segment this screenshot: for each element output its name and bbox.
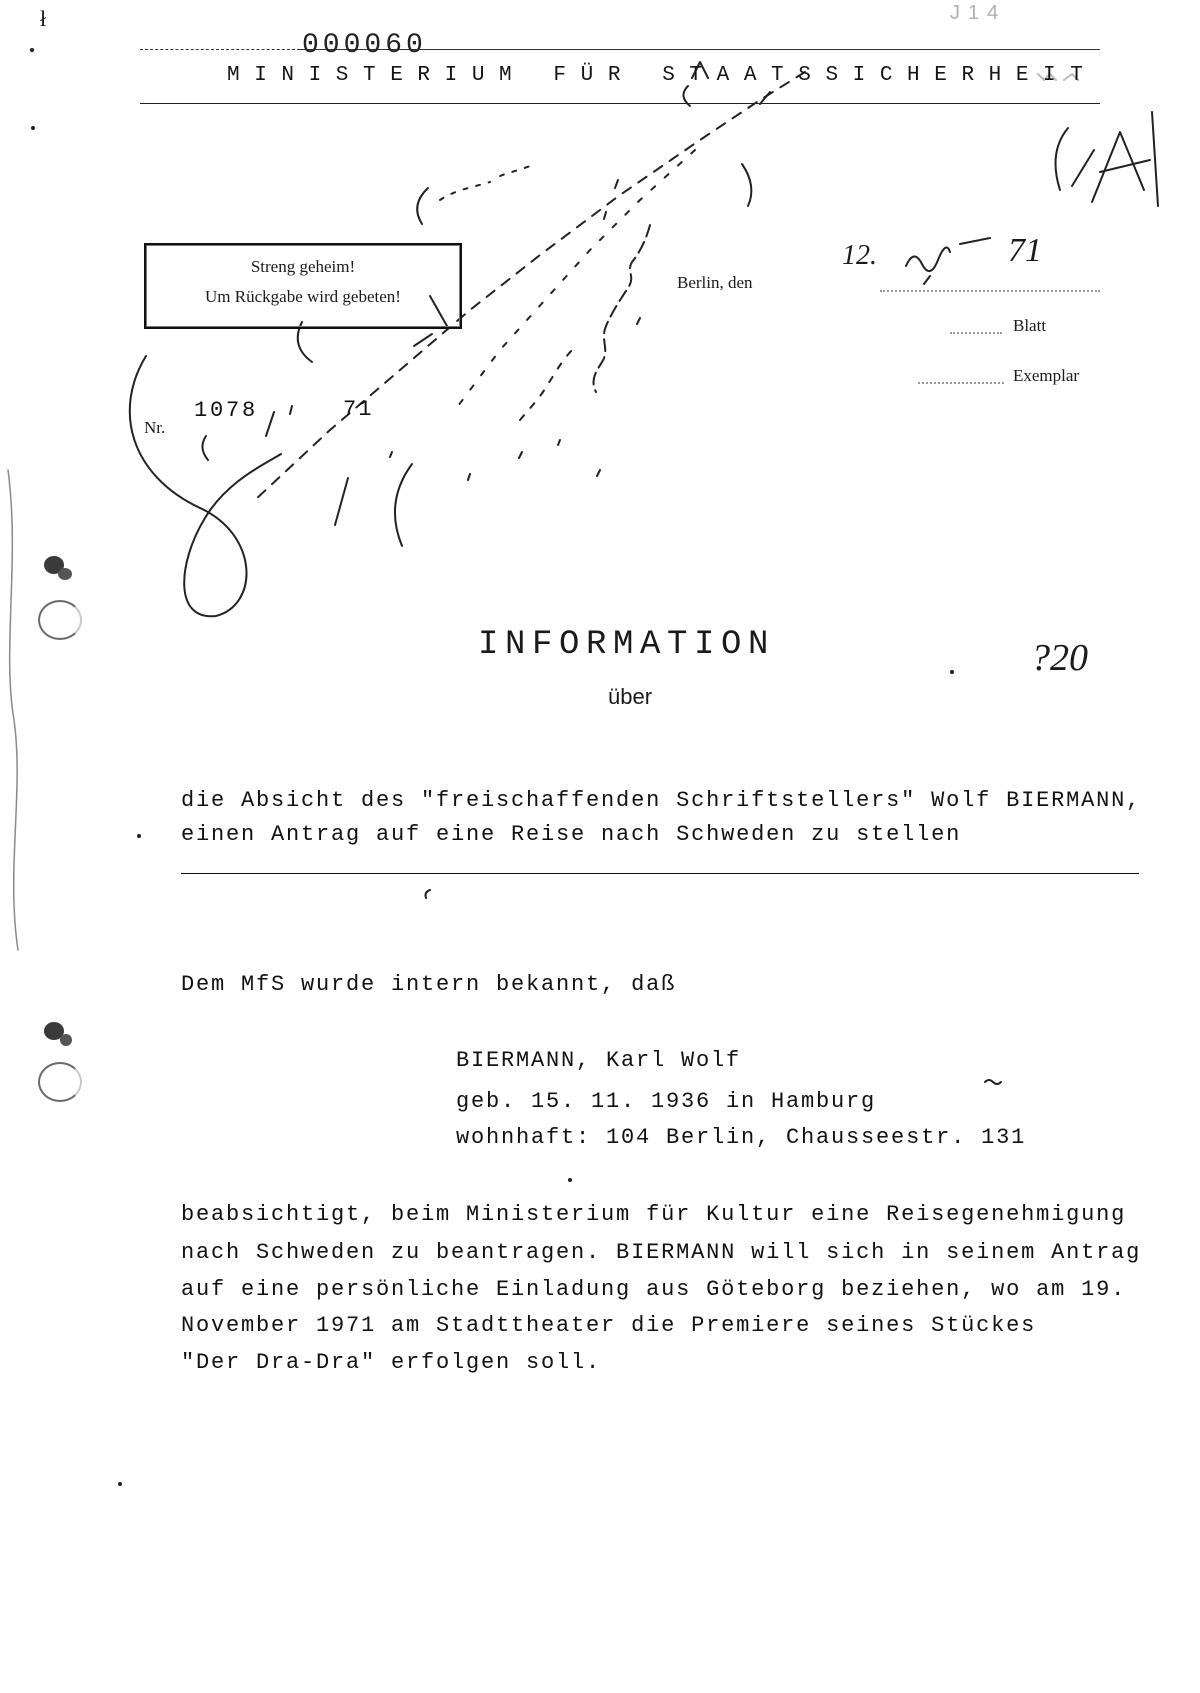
person-name: BIERMANN, Karl Wolf [456, 1048, 742, 1073]
open-bracket-mark-2 [395, 464, 412, 546]
number-label: Nr. [144, 418, 166, 437]
subject-line: einen Antrag auf eine Reise nach Schweden zu stellen [181, 822, 962, 847]
page-edge-line [8, 470, 18, 950]
date-month-squiggle [906, 238, 990, 284]
body-line: auf eine persönliche Einladung aus Göteborg beziehen, wo am 19. [181, 1277, 1127, 1302]
person-address: wohnhaft: 104 Berlin, Chausseestr. 131 [456, 1125, 1027, 1150]
punch-hole [38, 1062, 82, 1102]
initials-mark [1056, 112, 1159, 206]
punch-hole-smudge [58, 568, 72, 580]
subject-line: die Absicht des "freischaffenden Schriftstellers" Wolf BIERMANN, [181, 788, 1142, 813]
slash-mark [335, 478, 348, 525]
handwritten-date-year: 71 [1008, 232, 1042, 269]
page-subtitle: über [608, 684, 653, 709]
handwritten-scrawl-3 [440, 166, 530, 200]
loop-mark [130, 356, 281, 616]
body-line: nach Schweden zu beantragen. BIERMANN will sich in seinem Antrag [181, 1240, 1142, 1265]
diagonal-strike-mark-2 [455, 150, 695, 410]
stray-dot [118, 1482, 122, 1486]
body-line: "Der Dra-Dra" erfolgen soll. [181, 1350, 602, 1375]
handwritten-scrawl-2 [520, 348, 574, 420]
tick-marks [390, 180, 640, 480]
stray-dot [30, 48, 34, 52]
header-top-rule-dashed [140, 49, 300, 50]
punch-hole-smudge [60, 1034, 72, 1046]
open-bracket-mark [417, 188, 428, 224]
document-number: 1078 [194, 398, 259, 423]
sheet-leader [950, 332, 1002, 334]
stamp-number: 000060 [302, 30, 427, 61]
page-title: INFORMATION [478, 626, 776, 664]
classification-line-1: Streng geheim! [250, 257, 356, 276]
stray-dot [31, 126, 35, 130]
handwritten-scrawl [594, 225, 650, 392]
sheet-label: Blatt [1013, 316, 1047, 335]
copy-leader [918, 382, 1004, 384]
stray-dot [950, 670, 954, 674]
corner-archive-mark: J14 [950, 2, 1007, 24]
corner-tick-mark: ł [40, 6, 47, 31]
punch-hole [38, 600, 82, 640]
subject-underline [181, 873, 1139, 874]
body-line: beabsichtigt, beim Ministerium für Kultur eine Reisegenehmigung [181, 1202, 1127, 1227]
place-label: Berlin, den [677, 273, 753, 292]
close-bracket-mark [742, 164, 751, 206]
handwritten-date-day: 12. [842, 240, 877, 271]
document-number-year: 71 [343, 397, 374, 422]
person-birth: geb. 15. 11. 1936 in Hamburg [456, 1089, 877, 1114]
stray-tilde-mark [985, 1080, 1001, 1084]
header-bottom-rule [140, 103, 1100, 104]
ministry-header: MINISTERIUM FÜR STAATSSICHERHEIT [227, 64, 1098, 87]
body-line: November 1971 am Stadttheater die Premiere seines Stückes [181, 1313, 1037, 1338]
handwritten-page-note: ?20 [1031, 637, 1088, 679]
classification-line-2: Um Rückgabe wird gebeten! [205, 287, 401, 306]
copy-label: Exemplar [1013, 366, 1080, 385]
stray-dot [568, 1178, 572, 1182]
stray-dot [137, 834, 141, 838]
stray-comma-mark [426, 890, 431, 898]
classification-box [144, 243, 462, 329]
intro-line: Dem MfS wurde intern bekannt, daß [181, 972, 677, 997]
date-leader [880, 290, 1100, 292]
